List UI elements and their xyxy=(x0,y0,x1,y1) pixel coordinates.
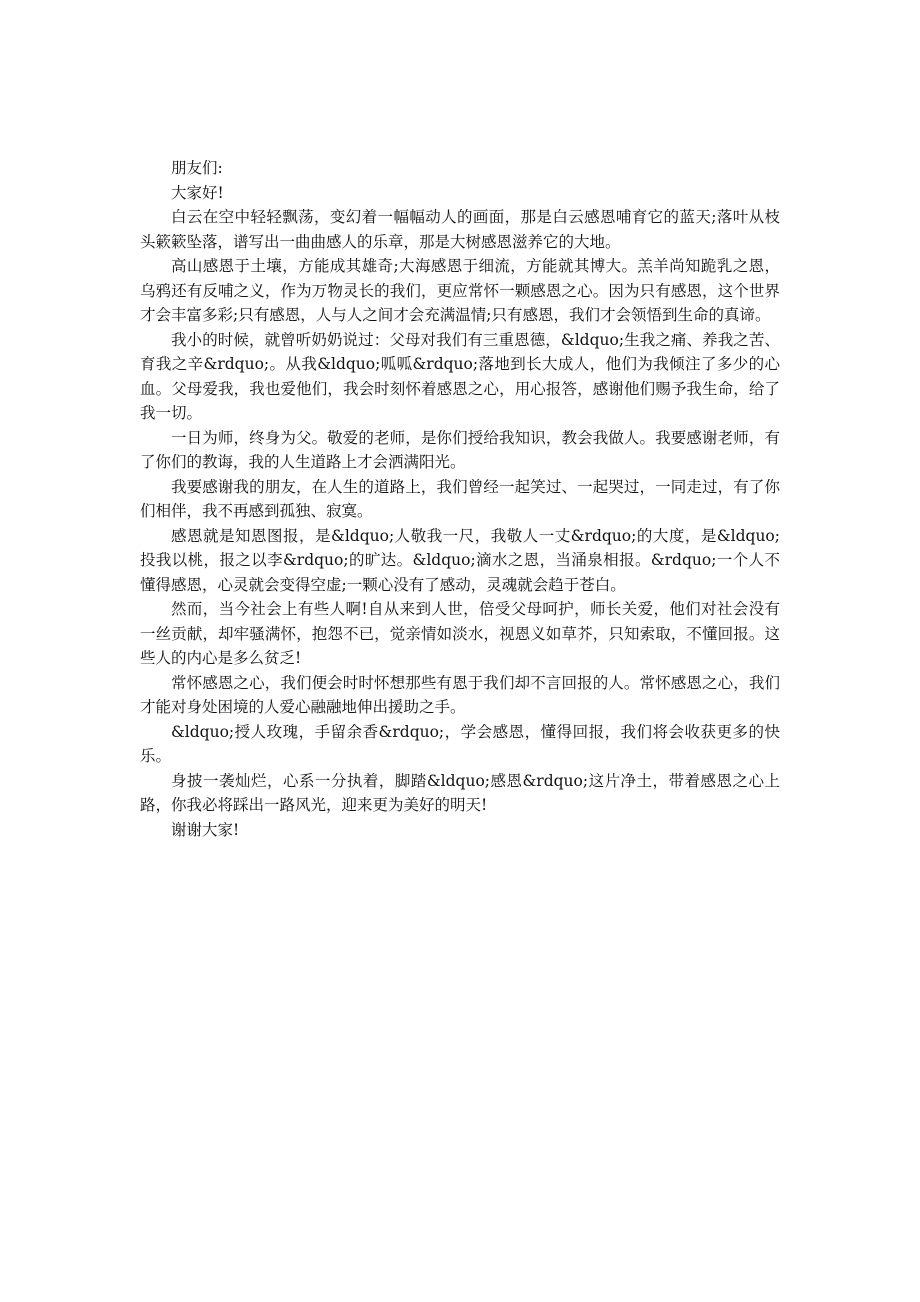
paragraph-grateful-heart: 常怀感恩之心，我们便会时时怀想那些有恩于我们却不言回报的人。常怀感恩之心，我们才能对身处困境的人爱心融融地伸出援助之手。 xyxy=(140,673,780,716)
salutation-line: 大家好! xyxy=(171,183,224,202)
paragraph-friends: 我要感谢我的朋友，在人生的道路上，我们曾经一起笑过、一起哭过，一同走过，有了你们相伴，我不再感到孤独、寂寞。 xyxy=(140,477,780,520)
greeting-line: 朋友们: xyxy=(171,159,223,177)
document-body xyxy=(140,156,780,842)
paragraph-society: 然而，当今社会上有些人啊!自从来到人世，倍受父母呵护，师长关爱，他们对社会没有一丝贡献，却牢骚满怀，抱怨不已，觉亲情如淡水，视恩义如草芥，只知索取，不懂回报。这些人的内心是多么贫乏! xyxy=(140,600,780,667)
paragraph-gratitude-meaning: 感恩就是知恩图报，是&ldquo;人敬我一尺，我敬人一丈&rdquo;的大度，是&ldquo;投我以桃，报之以李&rdquo;的旷达。&ldquo;滴水之恩，当涌泉相报。&rdquo;一个人不懂得感恩，心灵就会变得空虚;一颗心没有了感动，灵魂就会趋于苍白。 xyxy=(140,526,780,594)
paragraph-mountains: 高山感恩于土壤，方能成其雄奇;大海感恩于细流，方能就其博大。羔羊尚知跪乳之恩，乌鸦还有反哺之义，作为万物灵长的我们，更应常怀一颗感恩之心。因为只有感恩，这个世界才会丰富多彩;只有感恩，人与人之间才会充满温情;只有感恩，我们才会领悟到生命的真谛。 xyxy=(140,257,780,324)
paragraph-roses: &ldquo;授人玫瑰，手留余香&rdquo;，学会感恩，懂得回报，我们将会收获更多的快乐。 xyxy=(140,722,780,765)
paragraph-teachers: 一日为师，终身为父。敬爱的老师，是你们授给我知识，教会我做人。我要感谢老师，有了你们的教诲，我的人生道路上才会洒满阳光。 xyxy=(140,428,780,471)
paragraph-clouds: 白云在空中轻轻飘荡，变幻着一幅幅动人的画面，那是白云感恩哺育它的蓝天;落叶从枝头簌簌坠落，谱写出一曲曲感人的乐章，那是大树感恩滋养它的大地。 xyxy=(140,208,780,251)
closing-line: 谢谢大家! xyxy=(171,820,240,839)
paragraph-future: 身披一袭灿烂，心系一分执着，脚踏&ldquo;感恩&rdquo;这片净土，带着感恩之心上路，你我必将踩出一路风光，迎来更为美好的明天! xyxy=(140,771,780,814)
paragraph-parents: 我小的时候，就曾听奶奶说过：父母对我们有三重恩德，&ldquo;生我之痛、养我之苦、育我之辛&rdquo;。从我&ldquo;呱呱&rdquo;落地到长大成人，他们为我倾注了多少的心血。父母爱我，我也爱他们，我会时刻怀着感恩之心，用心报答，感谢他们赐予我生命，给了我一切。 xyxy=(140,330,780,422)
